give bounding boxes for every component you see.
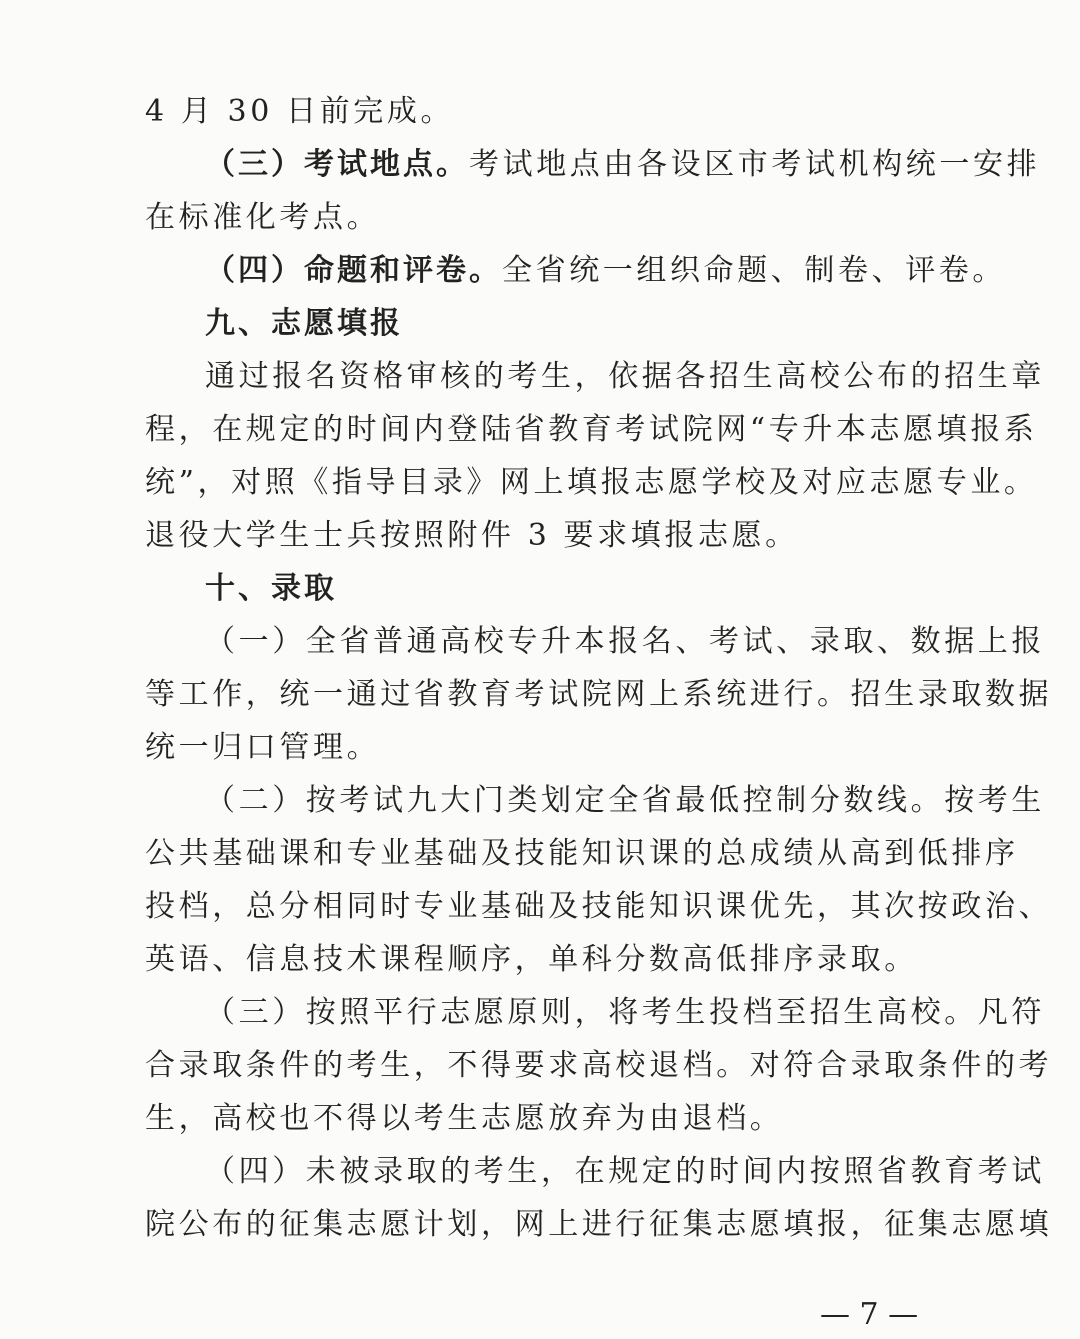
text-line: 生，高校也不得以考生志愿放弃为由退档。	[145, 1101, 784, 1136]
text-line: 4 月 30 日前完成。	[145, 94, 455, 129]
text-line: 退役大学生士兵按照附件 3 要求填报志愿。	[145, 518, 799, 553]
page-number: — 7 —	[820, 1297, 919, 1332]
text-line: 公共基础课和专业基础及技能知识课的总成绩从高到低排序	[145, 836, 1019, 871]
text-line: 合录取条件的考生，不得要求高校退档。对符合录取条件的考	[145, 1048, 1053, 1083]
text-line: （四）未被录取的考生，在规定的时间内按照省教育考试	[205, 1154, 1045, 1189]
text-line: 程，在规定的时间内登陆省教育考试院网“专升本志愿填报系	[145, 412, 1038, 447]
paragraph-proposition	[205, 251, 1006, 291]
text-line: 等工作，统一通过省教育考试院网上系统进行。招生录取数据	[145, 677, 1053, 712]
section-heading-volunteer: 九、志愿填报	[205, 306, 403, 341]
text-line: （二）按考试九大门类划定全省最低控制分数线。按考生	[205, 783, 1045, 818]
text-line: 统”，对照《指导目录》网上填报志愿学校及对应志愿专业。	[145, 465, 1038, 500]
text-line: 全省统一组织命题、制卷、评卷。	[502, 253, 1006, 288]
text-line: 院公布的征集志愿计划，网上进行征集志愿填报，征集志愿填	[145, 1207, 1053, 1242]
heading-proposition: （四）命题和评卷。	[205, 253, 502, 288]
text-line: 统一归口管理。	[145, 730, 381, 765]
text-line: 英语、信息技术课程顺序，单科分数高低排序录取。	[145, 942, 918, 977]
paragraph-exam-location	[205, 145, 1041, 185]
text-line: 投档，总分相同时专业基础及技能知识课优先，其次按政治、	[145, 889, 1053, 924]
heading-exam-location: （三）考试地点。	[205, 147, 469, 182]
text-line: 通过报名资格审核的考生，依据各招生高校公布的招生章	[205, 359, 1045, 394]
section-heading-admission: 十、录取	[205, 571, 337, 606]
text-line: 在标准化考点。	[145, 200, 381, 235]
text-line: （三）按照平行志愿原则，将考生投档至招生高校。凡符	[205, 995, 1045, 1030]
text-line: （一）全省普通高校专升本报名、考试、录取、数据上报	[205, 624, 1045, 659]
text-line: 考试地点由各设区市考试机构统一安排	[469, 147, 1041, 182]
